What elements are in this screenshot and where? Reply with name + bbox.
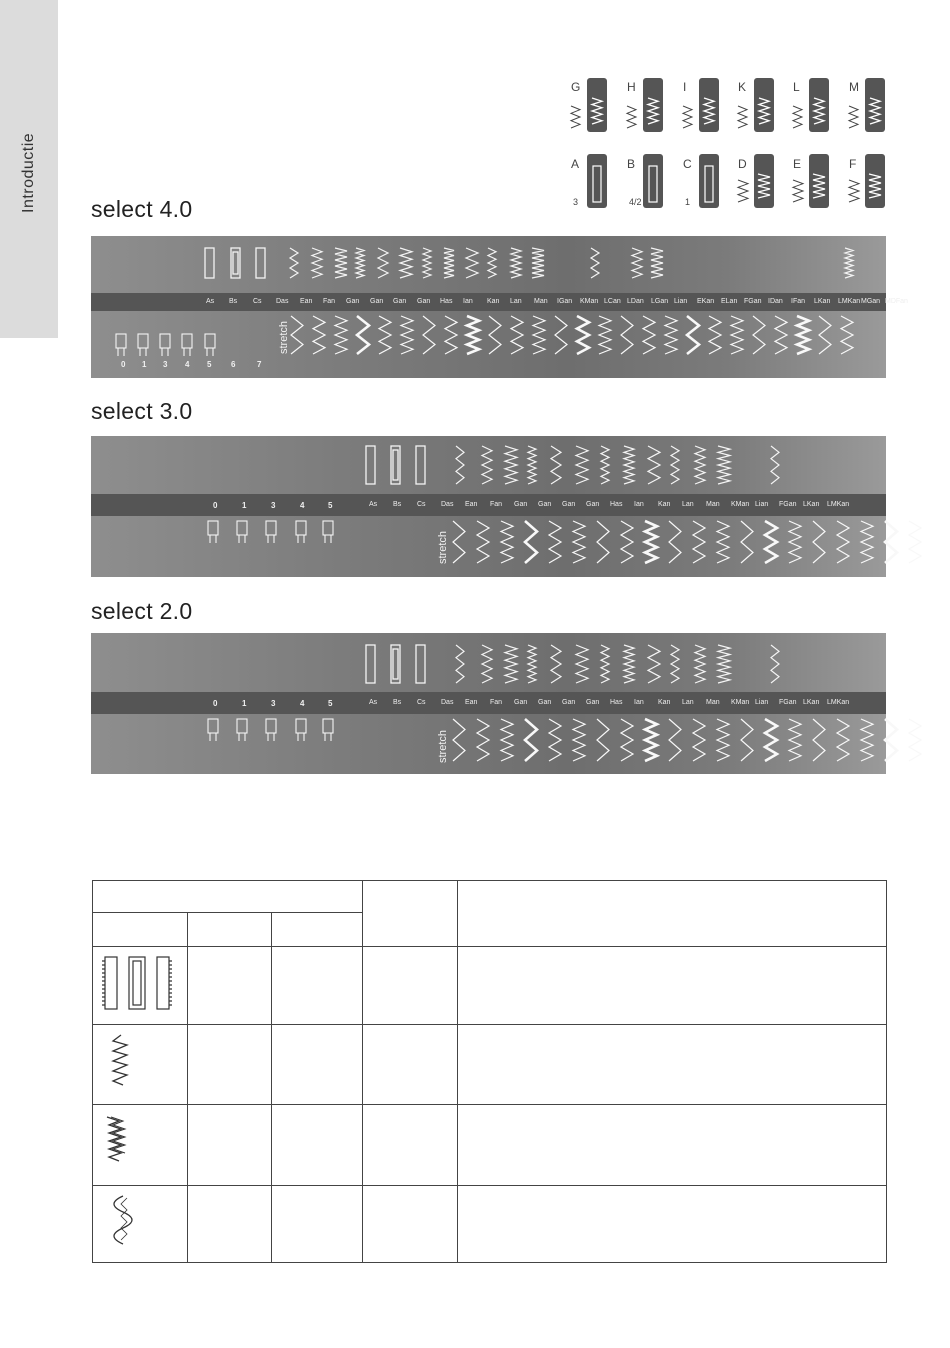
buttonhole-glyph [205,248,214,278]
presser-foot-icon [182,334,192,356]
presser-foot-icon [323,521,333,543]
stitch-glyph [423,248,431,278]
stitch-label: IGan [557,298,573,305]
stitch-label: Man [706,501,720,508]
key-letter: L [793,80,800,94]
stitch-glyph [573,521,585,563]
stitch-glyph [665,316,677,354]
stitch-glyph [599,316,611,354]
stitch-label: Kan [658,699,671,706]
stretch-label: stretch [437,530,449,564]
stitch-glyph [797,316,809,354]
stitch-label: Ian [463,298,473,305]
stitch-glyph [573,719,585,761]
triple-zigzag-icon [93,1105,187,1180]
stitch-glyph [621,521,633,563]
stitch-glyph [400,248,412,278]
stitch-glyph [645,521,657,563]
stitch-panel-select-3 [91,436,886,577]
stitch-glyph [597,719,609,761]
stitch-glyph [401,316,413,354]
stitch-label: Man [534,298,548,305]
stitch-glyph [467,316,479,354]
stitch-glyph [765,521,777,563]
stitch-label: Fan [490,501,503,508]
foot-number: 4 [300,501,305,510]
stitch-glyph [576,645,588,683]
stitch-label: Lian [755,501,769,508]
stitch-label: As [369,501,378,508]
stitch-label: Cs [417,501,426,508]
key-stitch-icon [845,76,889,136]
stitch-glyph [482,446,492,484]
stitch-label: Gan [562,699,576,706]
stitch-label: LKan [803,501,820,508]
stitch-glyph [501,521,513,563]
stitch-glyph [753,316,765,354]
stitch-glyph [669,521,681,563]
stitch-label: Bs [393,699,402,706]
stitch-label: Fan [490,699,503,706]
stitch-glyph [335,316,347,354]
presser-foot-icon [138,334,148,356]
stitch-label: Bs [229,298,238,305]
stitch-label: LDan [627,298,644,305]
stitch-glyph [505,446,517,484]
stitch-label: Das [441,699,454,706]
table-header-description [458,881,887,947]
presser-foot-icon [208,719,218,741]
stitch-glyph [651,248,663,278]
stitch-panel-select-4 [91,236,908,378]
foot-number: 5 [328,501,333,510]
stitch-glyph [312,248,322,278]
stitch-glyph [456,446,464,484]
stitch-glyph [505,645,517,683]
stitch-panel-select-2 [91,633,886,774]
key-sublabel: 4/2 [629,197,642,207]
stitch-label: Has [610,501,623,508]
stitch-label: Lan [510,298,522,305]
foot-number: 0 [213,501,218,510]
stitch-glyph [624,645,634,683]
stitch-glyph [356,248,364,278]
table-cell-glyph [93,1025,188,1105]
foot-number: 1 [142,360,147,369]
key-stitch-icon [734,152,778,212]
stitch-glyph [841,316,853,354]
stitch-label: Lian [755,699,769,706]
stitch-label: Das [441,501,454,508]
stitch-label: KMan [731,501,750,508]
stitch-glyph [741,719,753,761]
stitch-glyph [709,316,721,354]
stitch-glyph [693,521,705,563]
key-letter: M [849,80,859,94]
buttonhole-glyph [366,446,375,484]
stitch-glyph [645,719,657,761]
foot-number: 0 [213,699,218,708]
presser-foot-icon [266,521,276,543]
key-stitch-icon [567,152,611,212]
stitch-glyph [671,645,679,683]
key-stitch-icon [789,152,833,212]
key-stitch-icon [679,152,723,212]
buttonhole-glyph [416,645,425,683]
stitch-glyph [687,316,699,354]
table-subheader-2 [188,913,272,947]
stitch-glyph [501,719,513,761]
stitch-glyph [885,719,897,761]
stitch-glyph [466,248,478,278]
stitch-label: MDFan [885,298,908,305]
stitch-label: Lan [682,501,694,508]
stitch-label: Das [276,298,289,305]
stitch-label: Lian [674,298,688,305]
stitch-label: LMKan [827,501,850,508]
stitch-glyph [477,521,489,563]
buttonhole-glyph [391,446,400,484]
stitch-glyph [551,446,561,484]
stitch-label: As [369,699,378,706]
key-letter: C [683,157,692,171]
zigzag-stretch-icon [93,1025,187,1099]
stitch-glyph [511,248,521,278]
stitch-glyph [648,446,660,484]
stitch-glyph [551,645,561,683]
section-title-select-3: select 3.0 [91,398,193,424]
section-title-select-2: select 2.0 [91,598,193,624]
stitch-glyph [775,316,787,354]
key-stitch-icon [623,76,667,136]
side-tab-label: Introductie [20,132,37,213]
stitch-glyph [423,316,435,354]
stitch-label: Gan [586,501,600,508]
table-header-group [93,881,363,913]
table-header-col4 [363,881,458,947]
stitch-glyph [290,248,298,278]
stitch-label: Bs [393,501,402,508]
stitch-glyph [718,645,730,683]
foot-number: 4 [185,360,190,369]
stretch-label: stretch [437,729,449,763]
presser-foot-icon [116,334,126,356]
stitch-glyph [482,645,492,683]
stitch-glyph [313,316,325,354]
stitch-glyph [693,719,705,761]
stitch-label: Cs [253,298,262,305]
key-letter: K [738,80,747,94]
stitch-label: Kan [658,501,671,508]
stitch-glyph [909,719,921,761]
foot-number: 3 [271,501,276,510]
stitch-label: Gan [346,298,360,305]
stitch-glyph [648,645,660,683]
stitch-glyph [819,316,831,354]
stitch-glyph [741,521,753,563]
key-stitch-icon [567,76,611,136]
table-cell-glyph [93,1105,188,1186]
stitch-label: Lan [682,699,694,706]
stitch-label: Gan [514,501,528,508]
stitch-label: Has [610,699,623,706]
stitch-glyph [549,521,561,563]
stitch-glyph [555,316,567,354]
stitch-label: ELan [721,298,738,305]
stitch-glyph [621,316,633,354]
stitch-glyph [813,719,825,761]
foot-number: 1 [242,501,247,510]
stitch-glyph [621,719,633,761]
table-row [93,1025,887,1105]
stitch-glyph [601,645,609,683]
stitch-glyphs [91,236,886,378]
foot-number: 1 [242,699,247,708]
stitch-label: Gan [393,298,407,305]
buttonhole-glyph [231,248,240,278]
stitch-label: As [206,298,215,305]
key-letter: H [627,80,636,94]
stitch-glyph [335,248,347,278]
buttonhole-glyph [416,446,425,484]
foot-number: 3 [271,699,276,708]
stitch-glyph [765,719,777,761]
stitch-glyph [624,446,634,484]
stitch-label: Gan [514,699,528,706]
stitch-label: Kan [487,298,500,305]
stitch-glyph [789,719,801,761]
stitch-label: LKan [814,298,831,305]
stitch-glyph [813,521,825,563]
buttonhole-glyph [391,645,400,683]
presser-foot-icon [296,521,306,543]
stitch-glyph [845,248,853,278]
stitch-glyph [489,316,501,354]
stitch-glyph [597,521,609,563]
stitch-label: Ean [300,298,313,305]
stitch-label: LCan [604,298,621,305]
foot-number: 4 [300,699,305,708]
presser-foot-icon [296,719,306,741]
stitch-label: Gan [538,699,552,706]
key-stitch-icon [679,76,723,136]
stitch-glyph [718,446,730,484]
stitch-glyph [885,521,897,563]
stitch-glyph [717,521,729,563]
table-row [93,1105,887,1186]
table-subheader-1 [93,913,188,947]
stitch-glyph [717,719,729,761]
buttonhole-glyph [366,645,375,683]
stitch-label: FGan [744,298,762,305]
stitch-glyph [291,316,303,354]
stitch-label: KMan [731,699,750,706]
side-tab [0,0,58,338]
stitch-label: MGan [861,298,881,305]
stitch-glyph [528,446,536,484]
foot-number: 0 [121,360,126,369]
foot-number: 5 [207,360,212,369]
key-stitch-icon [845,152,889,212]
stitch-glyph [591,248,599,278]
stitch-label: Ian [634,699,644,706]
stitch-label: LMKan [827,699,850,706]
key-letter: F [849,157,857,171]
stitch-glyph [837,719,849,761]
stitch-glyph [477,719,489,761]
stitch-glyph [861,719,873,761]
stretch-label: stretch [278,320,290,354]
stitch-glyph [445,316,457,354]
key-stitch-icon [789,76,833,136]
stitch-glyph [789,521,801,563]
stitch-glyph [525,521,537,563]
stitch-label: LMKan [838,298,861,305]
stitch-label: Ean [465,501,478,508]
stitch-label: Gan [538,501,552,508]
stitch-glyph [532,248,544,278]
serpentine-icon [93,1186,187,1257]
table-subheader-3 [272,913,363,947]
key-sublabel: 3 [573,197,579,207]
buttonhole-glyphs-icon [93,947,187,1019]
presser-foot-icon [205,334,215,356]
stitch-glyph [771,645,779,683]
presser-foot-icon [323,719,333,741]
stitch-label: Gan [586,699,600,706]
stitch-glyph [861,521,873,563]
table-row [93,947,887,1025]
stitch-glyph [671,446,679,484]
stitch-label: KMan [580,298,599,305]
stitch-label: Fan [323,298,336,305]
stitch-glyph [549,719,561,761]
stitch-label: Man [706,699,720,706]
stitch-glyph [771,446,779,484]
stitch-glyph [909,521,921,563]
stitch-label: Ian [634,501,644,508]
stitch-table [92,880,887,1263]
table-row [93,1186,887,1263]
stitch-label: Ean [465,699,478,706]
key-sublabel: 1 [685,197,691,207]
presser-foot-icon [266,719,276,741]
key-letter: E [793,157,802,171]
stitch-label: Gan [562,501,576,508]
section-title-select-4: select 4.0 [91,196,193,222]
stitch-glyph [601,446,609,484]
stitch-glyph [695,446,705,484]
key-letter: D [738,157,747,171]
key-letter: A [571,157,580,171]
stitch-glyph [378,248,388,278]
stitch-label: Cs [417,699,426,706]
foot-number: 5 [328,699,333,708]
stitch-glyph [444,248,454,278]
presser-foot-icon [160,334,170,356]
presser-foot-icon [237,719,247,741]
table-cell-glyph [93,1186,188,1263]
stitch-glyph [453,521,465,563]
key-letter: I [683,80,687,94]
foot-number: 7 [257,360,262,369]
foot-number: 6 [231,360,236,369]
stitch-label: EKan [697,298,715,305]
buttonhole-glyph [256,248,265,278]
stitch-glyph [837,521,849,563]
stitch-glyph [379,316,391,354]
stitch-glyph [357,316,369,354]
stitch-label: FGan [779,501,797,508]
stitch-label: LGan [651,298,669,305]
stitch-glyph [632,248,642,278]
stitch-glyph [576,446,588,484]
table-cell-glyph [93,947,188,1025]
key-letter: B [627,157,636,171]
stitch-glyph [643,316,655,354]
stitch-glyph [511,316,523,354]
stitch-glyph [525,719,537,761]
stitch-glyph [488,248,496,278]
foot-number: 3 [163,360,168,369]
stitch-glyph [577,316,589,354]
stitch-glyph [695,645,705,683]
stitch-glyph [456,645,464,683]
key-stitch-icon [623,152,667,212]
stitch-label: IDan [768,298,783,305]
stitch-label: Gan [370,298,384,305]
stitch-glyph [528,645,536,683]
stitch-label: Gan [417,298,431,305]
stitch-label: IFan [791,298,806,305]
key-stitch-icon [734,76,778,136]
stitch-glyph [533,316,545,354]
stitch-label: LKan [803,699,820,706]
stitch-glyph [453,719,465,761]
stitch-glyph [731,316,743,354]
stitch-label: FGan [779,699,797,706]
key-letter: G [571,80,581,94]
stitch-label: Has [440,298,453,305]
presser-foot-icon [208,521,218,543]
stitch-glyph [669,719,681,761]
presser-foot-icon [237,521,247,543]
